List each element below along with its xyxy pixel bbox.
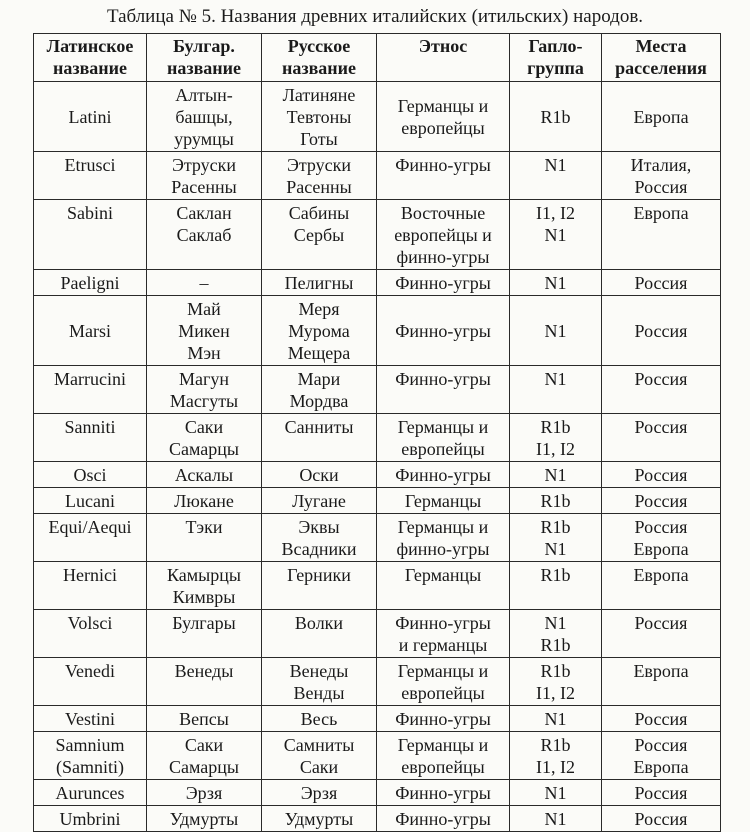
cell-text: (Samniti) (56, 757, 124, 777)
cell-text: Финно-угры (395, 320, 491, 341)
cell-text: Италия, (630, 155, 692, 175)
russian-name-cell (262, 200, 377, 270)
bulgar-name-cell (147, 706, 262, 732)
cell-text: I1, I2 (536, 757, 575, 777)
cell-text: Европа (633, 539, 689, 559)
cell-text: Латиняне (282, 85, 356, 105)
cell-text: Весь (300, 709, 338, 729)
russian-name-cell (262, 462, 377, 488)
cell-text: Эквы (298, 517, 340, 537)
cell-text: Hernici (63, 565, 117, 585)
latin-name-cell (34, 82, 147, 152)
cell-text: Европа (633, 661, 689, 681)
cell-text: Umbrini (59, 809, 121, 829)
latin-name-cell (34, 732, 147, 780)
cell-text: Мещера (287, 343, 351, 363)
bulgar-name-cell (147, 780, 262, 806)
settlement-cell (602, 462, 721, 488)
cell-text: Май (187, 299, 221, 319)
cell-text: Магун (178, 369, 229, 389)
cell-text: Россия (634, 613, 688, 633)
latin-name-cell (34, 706, 147, 732)
ethnos-cell (377, 732, 510, 780)
cell-text: европейцы (401, 117, 485, 138)
cell-text: R1b (540, 735, 571, 755)
cell-text: Этруски (171, 155, 237, 175)
russian-name-cell (262, 780, 377, 806)
ethnos-cell (377, 780, 510, 806)
haplogroup-cell (510, 658, 602, 706)
cell-text: Венды (293, 683, 345, 703)
haplogroup-cell (510, 200, 602, 270)
latin-name-cell (34, 462, 147, 488)
bulgar-name-cell (147, 562, 262, 610)
russian-name-cell (262, 562, 377, 610)
cell-text: европейцы (401, 757, 485, 777)
haplogroup-cell (510, 270, 602, 296)
bulgar-name-cell (147, 610, 262, 658)
table-header-row (34, 34, 721, 82)
table-row (34, 414, 721, 462)
cell-text: Аскалы (174, 465, 234, 485)
russian-name-cell (262, 488, 377, 514)
bulgar-name-cell (147, 82, 262, 152)
cell-text: Marrucini (54, 369, 126, 389)
cell-text: Удмурты (169, 809, 239, 829)
bulgar-name-cell (147, 414, 262, 462)
cell-text: Германцы и (397, 417, 489, 437)
cell-text: Саклаб (176, 225, 232, 245)
cell-text: Volsci (67, 613, 113, 633)
russian-name-cell (262, 732, 377, 780)
haplogroup-cell (510, 366, 602, 414)
settlement-cell (602, 658, 721, 706)
haplogroup-cell (510, 488, 602, 514)
bulgar-name-cell (147, 514, 262, 562)
cell-text: Samnium (55, 735, 125, 755)
russian-name-cell (262, 152, 377, 200)
cell-text: Саклан (176, 203, 232, 223)
cell-text: Герники (287, 565, 351, 585)
haplogroup-cell (510, 610, 602, 658)
settlement-cell (602, 806, 721, 832)
cell-text: Санниты (284, 417, 354, 437)
cell-text: Саки (184, 417, 224, 437)
header-latin-name: Латинское название (34, 34, 147, 82)
cell-text: Меря (298, 299, 340, 319)
cell-text: N1 (544, 465, 567, 485)
table-row (34, 562, 721, 610)
russian-name-cell (262, 82, 377, 152)
cell-text: I1, I2 (536, 439, 575, 459)
cell-text: Etrusci (64, 155, 116, 175)
settlement-cell (602, 82, 721, 152)
cell-text: Lucani (65, 491, 115, 511)
bulgar-name-cell (147, 806, 262, 832)
table-caption: Таблица № 5. Названия древних италийских (итильских) народов. (106, 6, 644, 27)
cell-text: Лугане (292, 491, 346, 511)
bulgar-name-cell (147, 732, 262, 780)
cell-text: Микен (178, 321, 230, 341)
cell-text: Sanniti (64, 417, 116, 437)
cell-text: N1 (544, 155, 567, 175)
table-row (34, 488, 721, 514)
settlement-cell (602, 366, 721, 414)
cell-text: Финно-угры (395, 783, 491, 803)
cell-text: Алтын- (175, 85, 233, 105)
ethnos-cell (377, 610, 510, 658)
settlement-cell (602, 610, 721, 658)
cell-text: N1 (544, 273, 567, 293)
cell-text: Масгуты (169, 391, 239, 411)
ethnos-cell (377, 462, 510, 488)
cell-text: Германцы (404, 565, 482, 585)
cell-text: Россия (634, 273, 688, 293)
cell-text: Россия (634, 465, 688, 485)
cell-text: Германцы (404, 491, 482, 511)
cell-text: Булгары (172, 613, 236, 633)
cell-text: Европа (633, 203, 689, 223)
cell-text: Германцы и (397, 95, 489, 116)
russian-name-cell (262, 706, 377, 732)
ethnos-cell (377, 806, 510, 832)
ethnos-cell (377, 270, 510, 296)
cell-text: Саки (184, 735, 224, 755)
latin-name-cell (34, 806, 147, 832)
cell-text: Вепсы (179, 709, 229, 729)
haplogroup-cell (510, 414, 602, 462)
cell-text: Люкане (174, 491, 234, 511)
cell-text: Россия (634, 369, 688, 389)
cell-text: I1, I2 (536, 203, 575, 223)
cell-text: Расенны (171, 177, 237, 197)
header-ethnos: Этнос (377, 34, 510, 82)
settlement-cell (602, 270, 721, 296)
latin-name-cell (34, 658, 147, 706)
cell-text: Финно-угры (395, 809, 491, 829)
latin-name-cell (34, 152, 147, 200)
cell-text: Удмурты (284, 809, 354, 829)
cell-text: европейцы и (394, 225, 492, 245)
cell-text: Европа (633, 565, 689, 585)
cell-text: R1b (540, 661, 571, 681)
cell-text: Россия (634, 491, 688, 511)
table-row (34, 152, 721, 200)
settlement-cell (602, 488, 721, 514)
ethnos-cell (377, 706, 510, 732)
cell-text: – (199, 273, 209, 293)
settlement-cell (602, 706, 721, 732)
ethnos-cell (377, 488, 510, 514)
haplogroup-cell (510, 706, 602, 732)
latin-name-cell (34, 610, 147, 658)
header-bulgar-name: Булгар. название (147, 34, 262, 82)
cell-text: Latini (68, 106, 112, 127)
settlement-cell (602, 514, 721, 562)
table-row (34, 658, 721, 706)
bulgar-name-cell (147, 488, 262, 514)
cell-text: Этруски (286, 155, 352, 175)
cell-text: Россия (634, 417, 688, 437)
russian-name-cell (262, 610, 377, 658)
cell-text: финно-угры (396, 247, 490, 267)
cell-text: Финно-угры (395, 273, 491, 293)
latin-name-cell (34, 562, 147, 610)
cell-text: Мурома (288, 321, 350, 341)
latin-name-cell (34, 780, 147, 806)
latin-name-cell (34, 366, 147, 414)
cell-text: Россия (634, 783, 688, 803)
cell-text: финно-угры (396, 539, 490, 559)
cell-text: R1b (540, 565, 571, 585)
cell-text: Волки (294, 613, 344, 633)
cell-text: Финно-угры (395, 155, 491, 175)
cell-text: башцы, (175, 107, 233, 127)
ethnos-cell (377, 658, 510, 706)
cell-text: Россия (634, 709, 688, 729)
latin-name-cell (34, 414, 147, 462)
table-row (34, 514, 721, 562)
cell-text: Россия (634, 517, 688, 537)
cell-text: R1b (540, 517, 571, 537)
cell-text: Россия (634, 735, 688, 755)
settlement-cell (602, 152, 721, 200)
cell-text: Venedi (65, 661, 115, 681)
cell-text: Сабины (288, 203, 350, 223)
haplogroup-cell (510, 732, 602, 780)
russian-name-cell (262, 658, 377, 706)
cell-text: N1 (544, 225, 567, 245)
cell-text: Самниты (283, 735, 355, 755)
haplogroup-cell (510, 82, 602, 152)
cell-text: Оски (299, 465, 339, 485)
header-settlement-places: Места расселения (602, 34, 721, 82)
cell-text: Камырцы (167, 565, 241, 585)
cell-text: R1b (540, 491, 571, 511)
cell-text: Эрзя (300, 783, 338, 803)
table-row (34, 706, 721, 732)
latin-name-cell (34, 488, 147, 514)
cell-text: Мари (297, 369, 341, 389)
latin-name-cell (34, 270, 147, 296)
cell-text: Vestini (64, 709, 115, 729)
ethnos-cell (377, 82, 510, 152)
cell-text: Европа (633, 757, 689, 777)
haplogroup-cell (510, 562, 602, 610)
cell-text: Саки (299, 757, 339, 777)
bulgar-name-cell (147, 152, 262, 200)
haplogroup-cell (510, 806, 602, 832)
bulgar-name-cell (147, 658, 262, 706)
cell-text: N1 (544, 809, 567, 829)
header-russian-name: Русское название (262, 34, 377, 82)
cell-text: Готы (300, 129, 338, 149)
cell-text: N1 (544, 709, 567, 729)
cell-text: европейцы (401, 439, 485, 459)
haplogroup-cell (510, 780, 602, 806)
cell-text: I1, I2 (536, 683, 575, 703)
cell-text: R1b (540, 417, 571, 437)
cell-text: Paeligni (60, 273, 120, 293)
latin-name-cell (34, 200, 147, 270)
russian-name-cell (262, 270, 377, 296)
russian-name-cell (262, 414, 377, 462)
cell-text: урумцы (174, 129, 234, 149)
settlement-cell (602, 296, 721, 366)
cell-text: Расенны (286, 177, 352, 197)
cell-text: европейцы (401, 683, 485, 703)
cell-text: Россия (634, 809, 688, 829)
cell-text: Венеды (174, 661, 234, 681)
table-row (34, 82, 721, 152)
bulgar-name-cell (147, 296, 262, 366)
table-row (34, 732, 721, 780)
cell-text: Европа (633, 106, 689, 127)
bulgar-name-cell (147, 462, 262, 488)
cell-text: R1b (540, 106, 571, 127)
haplogroup-cell (510, 152, 602, 200)
ethnos-cell (377, 562, 510, 610)
table-row (34, 610, 721, 658)
russian-name-cell (262, 296, 377, 366)
haplogroup-cell (510, 462, 602, 488)
table-row (34, 200, 721, 270)
cell-text: Финно-угры (395, 369, 491, 389)
cell-text: Equi/Aequi (48, 517, 132, 537)
cell-text: Финно-угры (395, 613, 491, 633)
ethnos-cell (377, 296, 510, 366)
russian-name-cell (262, 806, 377, 832)
table-row (34, 780, 721, 806)
bulgar-name-cell (147, 200, 262, 270)
cell-text: Всадники (281, 539, 357, 559)
ethnos-cell (377, 366, 510, 414)
cell-text: Osci (73, 465, 107, 485)
cell-text: Сербы (293, 225, 345, 245)
table-row (34, 366, 721, 414)
peoples-table (33, 33, 721, 832)
table-row (34, 462, 721, 488)
bulgar-name-cell (147, 366, 262, 414)
cell-text: Германцы и (397, 661, 489, 681)
cell-text: Мордва (289, 391, 349, 411)
cell-text: Тэки (185, 517, 223, 537)
ethnos-cell (377, 514, 510, 562)
cell-text: N1 (544, 539, 567, 559)
haplogroup-cell (510, 514, 602, 562)
settlement-cell (602, 780, 721, 806)
cell-text: Финно-угры (395, 465, 491, 485)
table-row (34, 270, 721, 296)
cell-text: Восточные (400, 203, 486, 223)
settlement-cell (602, 562, 721, 610)
haplogroup-cell (510, 296, 602, 366)
cell-text: Тевтоны (286, 107, 352, 127)
russian-name-cell (262, 514, 377, 562)
cell-text: Мэн (187, 343, 221, 363)
cell-text: Самарцы (169, 757, 239, 777)
table-row (34, 806, 721, 832)
cell-text: Германцы и (397, 517, 489, 537)
cell-text: Marsi (69, 320, 111, 341)
cell-text: R1b (540, 635, 571, 655)
table-body (34, 82, 721, 832)
cell-text: N1 (544, 613, 567, 633)
cell-text: Россия (634, 320, 688, 341)
cell-text: Венеды (289, 661, 349, 681)
cell-text: и германцы (398, 635, 488, 655)
cell-text: N1 (544, 320, 567, 341)
header-haplogroup: Гапло- группа (510, 34, 602, 82)
cell-text: Кимвры (172, 587, 236, 607)
cell-text: Пелигны (284, 273, 354, 293)
settlement-cell (602, 414, 721, 462)
cell-text: Sabini (66, 203, 113, 223)
cell-text: Aurunces (55, 783, 125, 803)
latin-name-cell (34, 296, 147, 366)
cell-text: Эрзя (185, 783, 223, 803)
ethnos-cell (377, 152, 510, 200)
table-row (34, 296, 721, 366)
latin-name-cell (34, 514, 147, 562)
russian-name-cell (262, 366, 377, 414)
settlement-cell (602, 200, 721, 270)
cell-text: Россия (634, 177, 688, 197)
bulgar-name-cell (147, 270, 262, 296)
cell-text: Самарцы (169, 439, 239, 459)
ethnos-cell (377, 200, 510, 270)
cell-text: Финно-угры (395, 709, 491, 729)
cell-text: N1 (544, 369, 567, 389)
cell-text: N1 (544, 783, 567, 803)
ethnos-cell (377, 414, 510, 462)
settlement-cell (602, 732, 721, 780)
cell-text: Германцы и (397, 735, 489, 755)
